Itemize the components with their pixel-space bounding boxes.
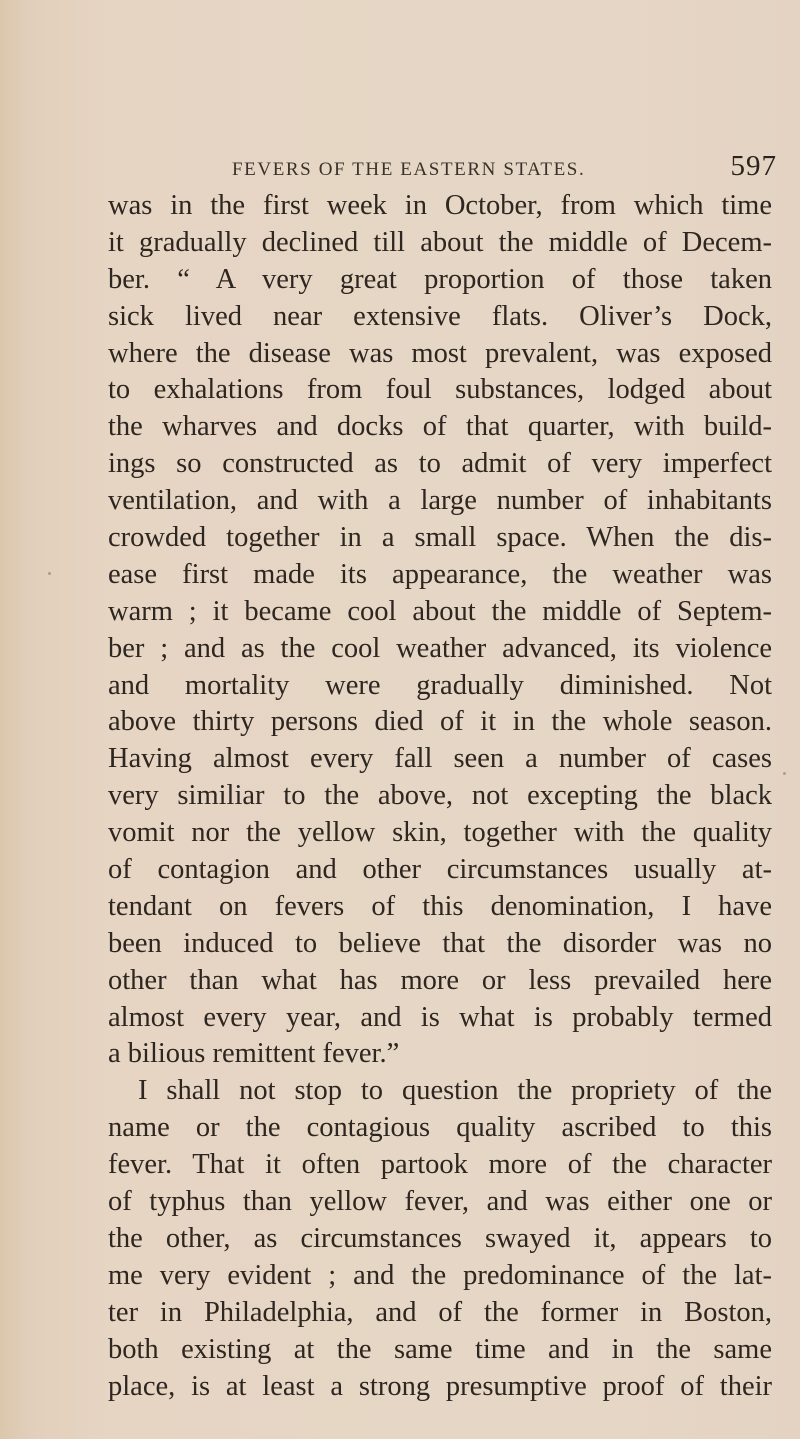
text-line: other than what has more or less prevailed here — [108, 964, 772, 996]
text-line: ber. “ A very great proportion of those taken — [108, 263, 772, 295]
text-line: vomit nor the yellow skin, together with the quality — [108, 817, 772, 849]
text-line: place, is at least a strong presumptive proof of their — [108, 1370, 772, 1402]
running-head — [232, 150, 777, 180]
text-line: warm ; it became cool about the middle of Septem- — [108, 595, 772, 627]
text-line: ings so constructed as to admit of very imperfect — [108, 448, 772, 480]
text-line: tendant on fevers of this denomination, I have — [108, 890, 772, 922]
text-line: it gradually declined till about the middle of Decem- — [108, 226, 772, 258]
text-line: name or the contagious quality ascribed to this — [108, 1112, 772, 1144]
text-line: ter in Philadelphia, and of the former in Boston, — [108, 1296, 772, 1328]
text-line: ber ; and as the cool weather advanced, its violence — [108, 632, 772, 664]
page-number: 597 — [730, 150, 777, 182]
text-line: the other, as circumstances swayed it, appears to — [108, 1222, 772, 1254]
text-line: of contagion and other circumstances usually at- — [108, 854, 772, 886]
paragraph-end-line: a bilious remittent fever.” — [108, 1038, 400, 1070]
text-line: been induced to believe that the disorder was no — [108, 927, 772, 959]
text-line: almost every year, and is what is probably termed — [108, 1001, 772, 1033]
text-line: me very evident ; and the predominance of the lat- — [108, 1259, 772, 1291]
running-title: FEVERS OF THE EASTERN STATES. — [232, 159, 586, 180]
paper-speck — [48, 572, 51, 575]
paper-speck — [783, 772, 786, 775]
text-line: Having almost every fall seen a number of cases — [108, 743, 772, 775]
text-line: fever. That it often partook more of the character — [108, 1149, 772, 1181]
text-line: above thirty persons died of it in the whole season. — [108, 706, 772, 738]
text-line: ease first made its appearance, the weather was — [108, 558, 772, 590]
text-line: crowded together in a small space. When the dis- — [108, 522, 772, 554]
text-line: very similiar to the above, not excepting the black — [108, 780, 772, 812]
text-line: to exhalations from foul substances, lodged about — [108, 374, 772, 406]
text-line: both existing at the same time and in the same — [108, 1333, 772, 1365]
paragraph-start-line: I shall not stop to question the propriety of the — [138, 1075, 772, 1107]
text-line: the wharves and docks of that quarter, with build- — [108, 411, 772, 443]
body-text — [108, 188, 772, 1405]
text-line: ventilation, and with a large number of inhabitants — [108, 485, 772, 517]
text-line: sick lived near extensive flats. Oliver’s Dock, — [108, 300, 772, 332]
text-line: where the disease was most prevalent, was exposed — [108, 337, 772, 369]
text-line: and mortality were gradually diminished. Not — [108, 669, 772, 701]
text-line: of typhus than yellow fever, and was either one or — [108, 1186, 772, 1218]
text-line: was in the first week in October, from which time — [108, 190, 772, 221]
